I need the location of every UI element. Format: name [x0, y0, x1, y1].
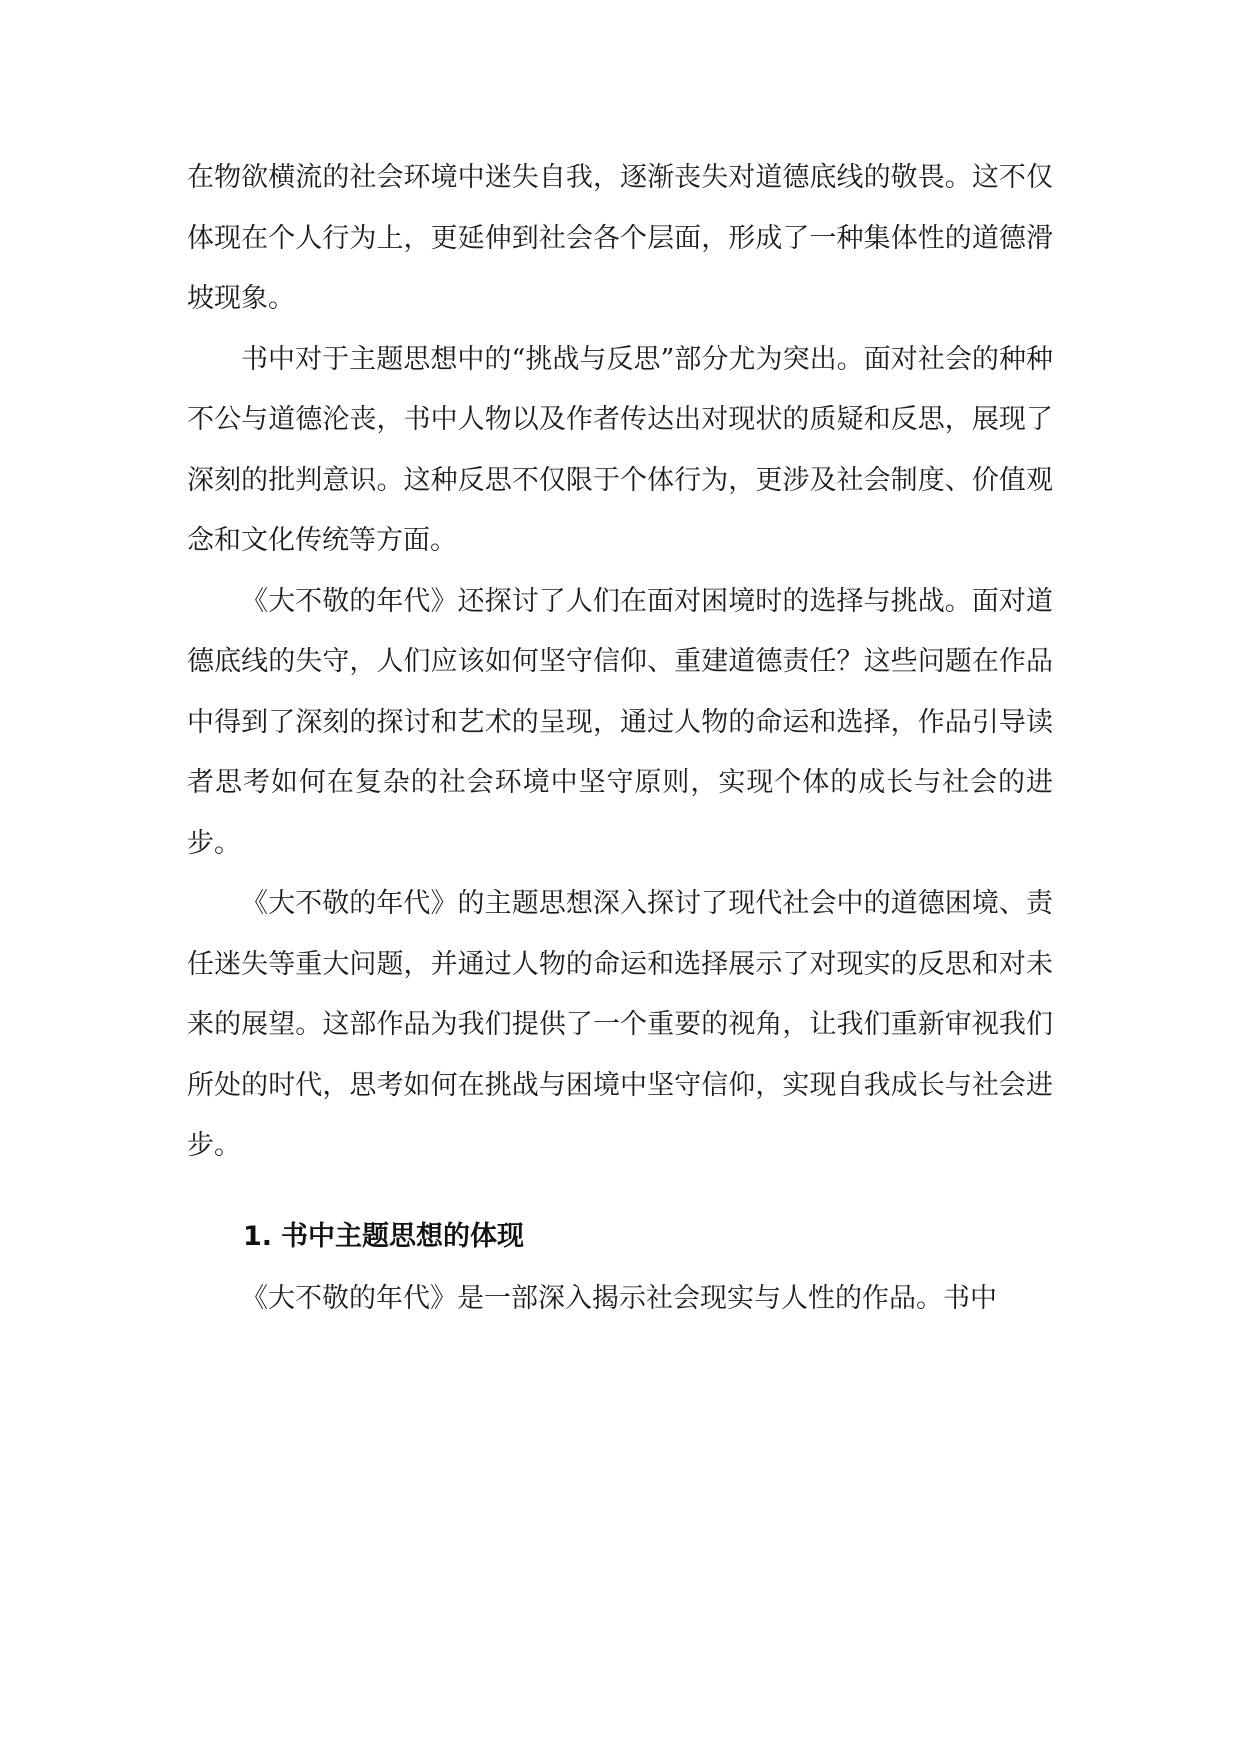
section-heading [187, 1205, 1053, 1269]
paragraph-summary: 《大不敬的年代》的主题思想深入探讨了现代社会中的道德困境、责任迷失等重大问题，并通过人物的命运和选择展示了对现实的反思和对未来的展望。这部作品为我们提供了一个重要的视角，让我们重新审视我们所处的时代，思考如何在挑战与困境中坚守信仰，实现自我成长与社会进步。 [187, 888, 1053, 1161]
paragraph-continuation: 在物欲横流的社会环境中迷失自我，逐渐丧失对道德底线的敬畏。这不仅体现在个人行为上，更延伸到社会各个层面，形成了一种集体性的道德滑坡现象。 [187, 162, 1053, 314]
paragraph-choices-challenges: 《大不敬的年代》还探讨了人们在面对困境时的选择与挑战。面对道德底线的失守，人们应该如何坚守信仰、重建道德责任？这些问题在作品中得到了深刻的探讨和艺术的呈现，通过人物的命运和选择，作品引导读者思考如何在复杂的社会环境中坚守原则，实现个体的成长与社会的进步。 [187, 585, 1053, 859]
section-title: 书中主题思想的体现 [281, 1220, 524, 1252]
paragraph-final: 《大不敬的年代》是一部深入揭示社会现实与人性的作品。书中 [241, 1282, 997, 1314]
paragraph-challenge-reflection: 书中对于主题思想中的“挑战与反思”部分尤为突出。面对社会的种种不公与道德沦丧，书中人物以及作者传达出对现状的质疑和反思，展现了深刻的批判意识。这种反思不仅限于个体行为，更涉及社会制度、价值观念和文化传统等方面。 [187, 343, 1053, 556]
body-text [187, 148, 1053, 1329]
section-number: 1. [243, 1220, 273, 1252]
